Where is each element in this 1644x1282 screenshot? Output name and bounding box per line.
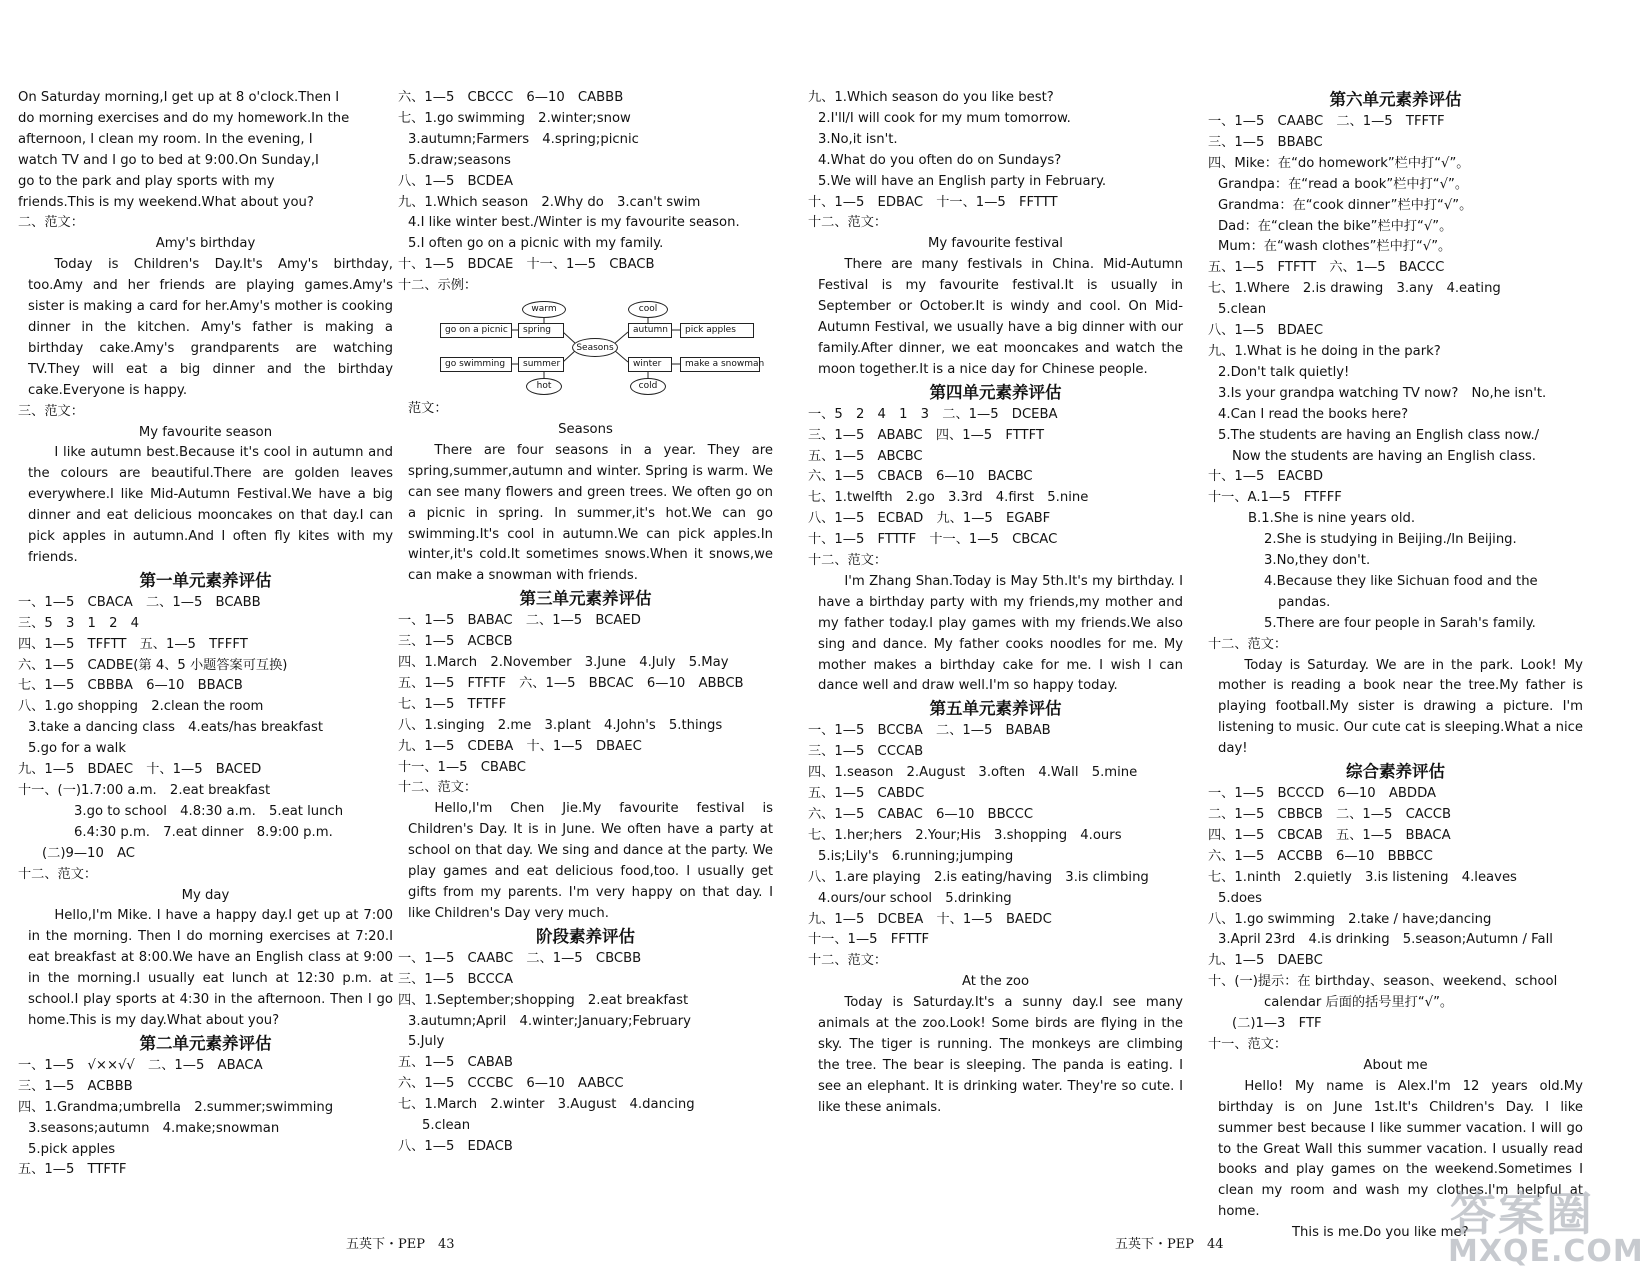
text-line: Grandma：在“cook dinner”栏中打“√”。 bbox=[1218, 197, 1473, 213]
text-line: 三、5 3 1 2 4 bbox=[18, 615, 140, 631]
unit-heading: 第二单元素养评估 bbox=[139, 1033, 272, 1053]
text-line: 六、1—5 CBACB 6—10 BACBC bbox=[808, 469, 1033, 485]
text-line: 十二、范文： bbox=[398, 780, 478, 796]
answer-lines bbox=[18, 802, 393, 844]
text-line: 五、1—5 ABCBC bbox=[808, 448, 923, 464]
answer-lines bbox=[18, 760, 393, 802]
section-label: 十二、范文： bbox=[1208, 636, 1288, 652]
unit-heading: 综合素养评估 bbox=[1346, 762, 1445, 782]
text-line: 5.July bbox=[408, 1034, 445, 1050]
answer-lines bbox=[398, 949, 773, 1012]
essay-paragraph: Today is Children's Day.It's Amy's birthday, too.Amy and her friends are playing games.Amy's sister is making a card for her.Amy's mother is cooking dinner in the kitchen. Amy's father is making a birthday cake.Amy's grandparents are watching TV.They will eat a big dinner and the birthday cake.Everyone is happy. bbox=[28, 257, 393, 398]
mind-map-center: Seasons bbox=[572, 338, 618, 357]
text-line: 5.The students are having an English class now./ bbox=[1218, 427, 1540, 443]
column-4 bbox=[1208, 88, 1583, 1244]
text-line: 九、1.Which season 2.Why do 3.can't swim bbox=[398, 194, 701, 210]
answer-lines bbox=[398, 88, 773, 130]
text-line: 十二、范文： bbox=[808, 953, 888, 969]
text-line: 4.What do you often do on Sundays? bbox=[818, 152, 1062, 168]
text-line: go to the park and play sports with my bbox=[18, 173, 275, 189]
text-line: 3.No,it isn't. bbox=[818, 131, 898, 147]
text-line: 十一、(一)1.7:00 a.m. 2.eat breakfast bbox=[18, 783, 271, 798]
text-line: 七、1.twelfth 2.go 3.3rd 4.first 5.nine bbox=[808, 490, 1089, 506]
text-line: watch TV and I go to bed at 9:00.On Sunday,I bbox=[18, 152, 319, 168]
answer-lines bbox=[1208, 258, 1583, 300]
essay-paragraph: Hello! My name is Alex.I'm 12 years old.My birthday is on June 1st.It's Children's Day. I like summer best because I like summer vacation. I will go to the Great Wall this summer vacation. I usually read books and play games on the weekend.Sometimes I clean my room and wash my clothes.I'm helpful at home. bbox=[1218, 1078, 1583, 1220]
answer-lines bbox=[1208, 363, 1583, 447]
text-line: 八、1.singing 2.me 3.plant 4.John's 5.things bbox=[398, 717, 723, 733]
text-line: 六、1—5 CADBE(第 4、5 小题答案可互换) bbox=[18, 657, 288, 673]
answer-lines bbox=[1208, 784, 1583, 889]
essay-title: My favourite season bbox=[138, 424, 273, 440]
answer-lines bbox=[1208, 467, 1583, 509]
answer-lines bbox=[808, 109, 1183, 193]
text-line: 五、1—5 CABAB bbox=[398, 1055, 513, 1071]
answer-line: 5.There are four people in Sarah's family. bbox=[1264, 615, 1536, 631]
text-line: 十二、范文： bbox=[808, 215, 888, 231]
column-2 bbox=[398, 88, 773, 1158]
column-3 bbox=[808, 88, 1183, 1119]
text-line: 四、1.September;shopping 2.eat breakfast bbox=[398, 992, 689, 1008]
mind-map-hot: hot bbox=[526, 378, 562, 395]
text-line: 一、5 2 4 1 3 二、1—5 DCEBA bbox=[808, 406, 1058, 422]
answer-line: 5.clean bbox=[422, 1118, 471, 1134]
text-line: 4.Because they like Sichuan food and the bbox=[1264, 573, 1538, 589]
mind-map-apples: pick apples bbox=[680, 323, 754, 338]
text-line: 3.autumn;April 4.winter;January;February bbox=[408, 1013, 691, 1029]
text-line: 七、1—5 CBBBA 6—10 BBACB bbox=[18, 678, 243, 694]
text-line: 四、1.Grandma;umbrella 2.summer;swimming bbox=[18, 1099, 334, 1115]
answer-lines bbox=[808, 405, 1183, 572]
text-line: 5.We will have an English party in February. bbox=[818, 173, 1107, 189]
answer-line: 4.ours/our school 5.drinking bbox=[818, 890, 1012, 906]
text-line: 4.I like winter best./Winter is my favourite season. bbox=[408, 215, 740, 231]
text-line: 八、1.go shopping 2.clean the room bbox=[18, 699, 264, 715]
answer-line: 八、1.go swimming 2.take / have;dancing bbox=[1208, 911, 1492, 927]
text-line: 十一、A.1—5 FTFFF bbox=[1208, 490, 1342, 506]
text-line: 四、1.season 2.August 3.often 4.Wall 5.mine bbox=[808, 765, 1138, 781]
seasons-mind-map bbox=[438, 300, 768, 395]
answer-line: 5.clean bbox=[1218, 302, 1267, 318]
essay-title: About me bbox=[1363, 1057, 1428, 1073]
text-line: 十、1—5 EDBAC 十一、1—5 FFTTT bbox=[808, 194, 1058, 210]
essay-paragraph: I like autumn best.Because it's cool in autumn and the colours are beautiful.There are golden leaves everywhere.I like Mid-Autumn Festival.We have a big dinner and eat delicious mooncakes on that day.I can pick apples in autumn.And I often fly kites with my friends. bbox=[28, 445, 393, 565]
text-line: Grandpa：在“read a book”栏中打“√”。 bbox=[1218, 176, 1469, 192]
essay-title: My day bbox=[181, 887, 230, 903]
text-line: 5.draw;seasons bbox=[408, 152, 511, 168]
text-line: 十二、示例： bbox=[398, 278, 478, 294]
page-footer-left: 五英下・PEP 43 bbox=[346, 1237, 455, 1252]
unit-heading: 第一单元素养评估 bbox=[139, 570, 272, 590]
text-line: 九、1—5 CDEBA 十、1—5 DBAEC bbox=[398, 738, 642, 754]
text-line: 八、1—5 BCDEA bbox=[398, 173, 514, 189]
answer-line: 5.is;Lily's 6.running;jumping bbox=[818, 848, 1014, 864]
answer-line: Now the students are having an English class. bbox=[1232, 448, 1536, 464]
text-line: 五、1—5 FTFTF 六、1—5 BBCAC 6—10 ABBCB bbox=[398, 675, 744, 691]
essay-paragraph: I'm Zhang Shan.Today is May 5th.It's my birthday. I have a birthday party with my friends,my mother and my father today.I play games with my friends.We also sing and dance. My father cooks noodles for me. My mother makes a birthday cake for me. I wish I can dance well and draw well.I'm so happy today. bbox=[818, 573, 1183, 694]
text-line: 十、1—5 FTTTF 十一、1—5 CBCAC bbox=[808, 532, 1058, 548]
text-line: 七、1.her;hers 2.Your;His 3.shopping 4.ours bbox=[808, 827, 1122, 843]
section-label: 范文： bbox=[408, 401, 448, 417]
text-line: 4.Can I read the books here? bbox=[1218, 406, 1409, 422]
text-line: 5.pick apples bbox=[28, 1141, 116, 1157]
text-line: 一、1—5 CBACA 二、1—5 BCABB bbox=[18, 594, 261, 610]
answer-line: calendar 后面的括号里打“√”。 bbox=[1264, 995, 1454, 1011]
answer-line: 八、1.are playing 2.is eating/having 3.is climbing bbox=[808, 869, 1149, 885]
text-line: 五、1—5 CABDC bbox=[808, 786, 925, 802]
text-line: 九、1—5 DCBEA 十、1—5 BAEDC bbox=[808, 911, 1052, 927]
section-label: 十一、范文： bbox=[1208, 1036, 1288, 1052]
text-line: 六、1—5 ACCBB 6—10 BBBCC bbox=[1208, 848, 1433, 864]
essay-paragraph: Today is Saturday.It's a sunny day.I see many animals at the zoo.Look! Some birds are flying in the sky. The tiger is running. The monkeys are climbing the tree. The bear is sleeping. The panda is eating. I see an elephant. It is drinking water. They're so cute. I like these animals. bbox=[818, 995, 1183, 1115]
text-line: 九、1.Which season do you like best? bbox=[808, 90, 1054, 105]
text-line: 四、1.March 2.November 3.June 4.July 5.May bbox=[398, 655, 729, 671]
text-line: 六、1—5 CBCCC 6—10 CABBB bbox=[398, 90, 624, 105]
answer-line: 九、1—5 DAEBC bbox=[1208, 953, 1323, 969]
answer-lines bbox=[18, 1119, 393, 1161]
essay-paragraph: Hello,I'm Mike. I have a happy day.I get up at 7:00 in the morning. Then I do morning exercises at 7:20.I eat breakfast at 8:00.We have an English class at 9:00 in the morning.I usually eat lunch at 12:30 p.m. at school.I play sports at 4:30 in the afternoon. Then I go home.This is my day.What about you? bbox=[28, 908, 393, 1028]
answer-lines bbox=[808, 88, 1183, 109]
text-line: 十一、1—5 CBABC bbox=[398, 759, 527, 775]
answer-lines bbox=[18, 718, 393, 760]
text-line: Dad：在“clean the bike”栏中打“√”。 bbox=[1218, 218, 1453, 234]
unit-heading: 第五单元素养评估 bbox=[929, 699, 1062, 719]
answer-line: 5.does bbox=[1218, 890, 1263, 906]
answer-line: 3.April 23rd 4.is drinking 5.season;Autumn / Fall bbox=[1218, 932, 1553, 948]
answer-lines bbox=[398, 172, 773, 214]
mind-map-snowman: make a snowman bbox=[680, 357, 760, 372]
text-line: afternoon, I clean my room. In the evening, I bbox=[18, 131, 313, 147]
text-line: 一、1—5 √××√√ 二、1—5 ABACA bbox=[18, 1057, 263, 1073]
text-line: 七、1.go swimming 2.winter;snow bbox=[398, 110, 631, 126]
essay-paragraph: There are four seasons in a year. They are spring,summer,autumn and winter. Spring is warm. We can see many flowers and green trees. We often go on a picnic in spring. In summer,it's hot.We can go swimming.It's cool in autumn.We can pick apples.In winter,it's cold.It sometimes snows.When it snows,we can make a snowman with friends. bbox=[408, 442, 773, 584]
text-line: 三、1—5 ACBBB bbox=[18, 1078, 133, 1094]
text-line: 六、1—5 CCCBC 6—10 AABCC bbox=[398, 1076, 624, 1092]
answer-lines bbox=[808, 721, 1183, 846]
answer-line: (二)9—10 AC bbox=[42, 845, 136, 861]
text-line: 四、Mike：在“do homework”栏中打“√”。 bbox=[1208, 155, 1470, 171]
text-line: Mum：在“wash clothes”栏中打“√”。 bbox=[1218, 239, 1452, 255]
text-line: 五、1—5 FTFTT 六、1—5 BACCC bbox=[1208, 260, 1445, 276]
text-line: 6.4:30 p.m. 7.eat dinner 8.9:00 p.m. bbox=[74, 824, 333, 840]
text-line: 四、1—5 TFFTT 五、1—5 TFFFT bbox=[18, 636, 248, 652]
text-line: 2.Don't talk quietly! bbox=[1218, 364, 1350, 380]
text-line: 七、1—5 TFTFF bbox=[398, 696, 507, 712]
section-label: 三、范文： bbox=[18, 403, 84, 419]
text-line: 2.She is studying in Beijing./In Beijing. bbox=[1264, 532, 1517, 548]
text-line: 七、1.Where 2.is drawing 3.any 4.eating bbox=[1208, 281, 1501, 297]
text-line: 九、1.What is he doing in the park? bbox=[1208, 343, 1441, 359]
text-line: 3.go to school 4.8:30 a.m. 5.eat lunch bbox=[74, 803, 344, 819]
watermark-logo-text: 答案圈 bbox=[1450, 1187, 1594, 1241]
mind-map-winter: winter bbox=[628, 357, 672, 372]
essay-last-line: This is me.Do you like me? bbox=[1292, 1225, 1469, 1241]
text-line: 2.I'll/I will cook for my mum tomorrow. bbox=[818, 110, 1071, 126]
text-line: 3.No,they don't. bbox=[1264, 553, 1371, 569]
answer-lines bbox=[398, 213, 773, 255]
text-line: 三、1—5 BCCCA bbox=[398, 971, 513, 987]
mind-map-picnic: go on a picnic bbox=[440, 323, 512, 338]
text-line: 四、1—5 CBCAB 五、1—5 BBACA bbox=[1208, 827, 1451, 843]
text-line: 一、1—5 CAABC 二、1—5 CBCBB bbox=[398, 950, 642, 966]
mind-map-swimming: go swimming bbox=[440, 357, 512, 372]
mind-map-autumn: autumn bbox=[628, 323, 672, 338]
mind-map-warm: warm bbox=[522, 301, 566, 318]
answer-lines bbox=[398, 611, 773, 799]
answer-line: 十、(一)提示：在 birthday、season、weekend、school bbox=[1208, 974, 1558, 990]
text-line: 5.I often go on a picnic with my family. bbox=[408, 236, 664, 252]
page-footer-right: 五英下・PEP 44 bbox=[1115, 1237, 1224, 1252]
text-line: 九、1—5 BDAEC 十、1—5 BACED bbox=[18, 762, 262, 778]
answer-line: B.1.She is nine years old. bbox=[1248, 511, 1416, 527]
answer-lines bbox=[398, 1053, 773, 1116]
answer-lines bbox=[18, 1056, 393, 1119]
text-line: 3.seasons;autumn 4.make;snowman bbox=[28, 1120, 280, 1136]
text-line: 一、1—5 CAABC 二、1—5 TFFTF bbox=[1208, 114, 1445, 129]
text-line: 十二、范文： bbox=[808, 553, 888, 569]
mind-map-spring: spring bbox=[518, 323, 564, 338]
text-line: 3.autumn;Farmers 4.spring;picnic bbox=[408, 131, 639, 147]
unit-heading: 阶段素养评估 bbox=[536, 926, 635, 946]
section-label: 二、范文： bbox=[18, 215, 84, 231]
mind-map-cool: cool bbox=[628, 301, 668, 318]
text-line: 十、1—5 BDCAE 十一、1—5 CBACB bbox=[398, 257, 655, 273]
unit-heading: 第四单元素养评估 bbox=[929, 382, 1062, 402]
site-watermark bbox=[1442, 1178, 1644, 1274]
essay-paragraph: There are many festivals in China. Mid-Autumn Festival is my favourite festival.It is usually in September or October.It is windy and cool. On Mid-Autumn Festival, we usually have a big dinner with our family.After dinner, we eat mooncakes and watch the moon together.It is a nice day for Chinese people. bbox=[818, 257, 1183, 377]
text-line: 5.go for a walk bbox=[28, 741, 126, 757]
section-label: 十二、范文： bbox=[18, 866, 98, 882]
column-1 bbox=[18, 88, 393, 1181]
essay-title: Amy's birthday bbox=[155, 236, 256, 252]
mind-map-summer: summer bbox=[518, 357, 564, 372]
essay-continuation bbox=[18, 88, 393, 213]
unit-heading: 第六单元素养评估 bbox=[1329, 90, 1462, 109]
text-line: 3.Is your grandpa watching TV now? No,he isn't. bbox=[1218, 385, 1547, 401]
essay-title: My favourite festival bbox=[928, 236, 1063, 252]
essay-paragraph: Hello,I'm Chen Jie.My favourite festival is Children's Day. It is in June. We often have a party at school on that day. We sing and dance at the party. We play games and eat delicious food,too. I usually get gifts from my parents. I'm very happy on that day. I like Children's Day very much. bbox=[408, 801, 773, 921]
text-line: 三、1—5 BBABC bbox=[1208, 134, 1323, 150]
answer-lines bbox=[18, 593, 393, 718]
text-line: 三、1—5 ACBCB bbox=[398, 634, 513, 650]
answer-lines bbox=[808, 910, 1183, 973]
answer-lines bbox=[1208, 321, 1583, 363]
text-line: 六、1—5 CABAC 6—10 BBCCC bbox=[808, 807, 1034, 822]
answer-line: 八、1—5 EDACB bbox=[398, 1138, 513, 1154]
text-line: friends.This is my weekend.What about you? bbox=[18, 194, 314, 210]
answer-lines bbox=[398, 1012, 773, 1054]
essay-paragraph: Today is Saturday. We are in the park. Look! My mother is reading a book near the tree.My father is playing football.My sister is drawing a picture. I'm listening to music. Our cute cat is sleeping.What a nice day! bbox=[1218, 657, 1583, 757]
answer-lines bbox=[1208, 175, 1583, 259]
text-line: 三、1—5 CCCAB bbox=[808, 744, 924, 760]
watermark-url: MXQE.COM bbox=[1448, 1234, 1644, 1269]
text-line: 八、1—5 BDAEC bbox=[1208, 323, 1324, 339]
unit-heading: 第三单元素养评估 bbox=[519, 589, 652, 609]
answer-line: (二)1—3 FTF bbox=[1232, 1016, 1322, 1032]
essay-title: Seasons bbox=[558, 421, 613, 437]
text-line: do morning exercises and do my homework.In the bbox=[18, 110, 350, 126]
answer-lines bbox=[808, 193, 1183, 235]
text-line: 三、1—5 ABABC 四、1—5 FTTFT bbox=[808, 427, 1045, 443]
text-line: 七、1.ninth 2.quietly 3.is listening 4.leaves bbox=[1208, 869, 1517, 885]
text-line: 七、1.March 2.winter 3.August 4.dancing bbox=[398, 1097, 695, 1113]
text-line: 一、1—5 BCCCD 6—10 ABDDA bbox=[1208, 786, 1437, 802]
answer-lines bbox=[1208, 530, 1583, 593]
text-line: 二、1—5 CBBCB 二、1—5 CACCB bbox=[1208, 807, 1452, 822]
answer-lines bbox=[398, 255, 773, 297]
text-line: 十一、1—5 FFTTF bbox=[808, 932, 930, 948]
text-line: 十、1—5 EACBD bbox=[1208, 469, 1324, 485]
mind-map-cold: cold bbox=[630, 378, 666, 395]
answer-lines bbox=[1208, 112, 1583, 175]
text-line: 一、1—5 BCCBA 二、1—5 BABAB bbox=[808, 723, 1051, 739]
text-line: 八、1—5 ECBAD 九、1—5 EGABF bbox=[808, 511, 1051, 527]
answer-line: pandas. bbox=[1278, 594, 1331, 610]
answer-line: 五、1—5 TTFTF bbox=[18, 1162, 127, 1178]
text-line: 3.take a dancing class 4.eats/has breakfast bbox=[28, 720, 324, 736]
text-line: On Saturday morning,I get up at 8 o'clock.Then I bbox=[18, 90, 340, 105]
answer-lines bbox=[398, 130, 773, 172]
text-line: 一、1—5 BABAC 二、1—5 BCAED bbox=[398, 613, 641, 629]
essay-title: At the zoo bbox=[961, 974, 1030, 990]
